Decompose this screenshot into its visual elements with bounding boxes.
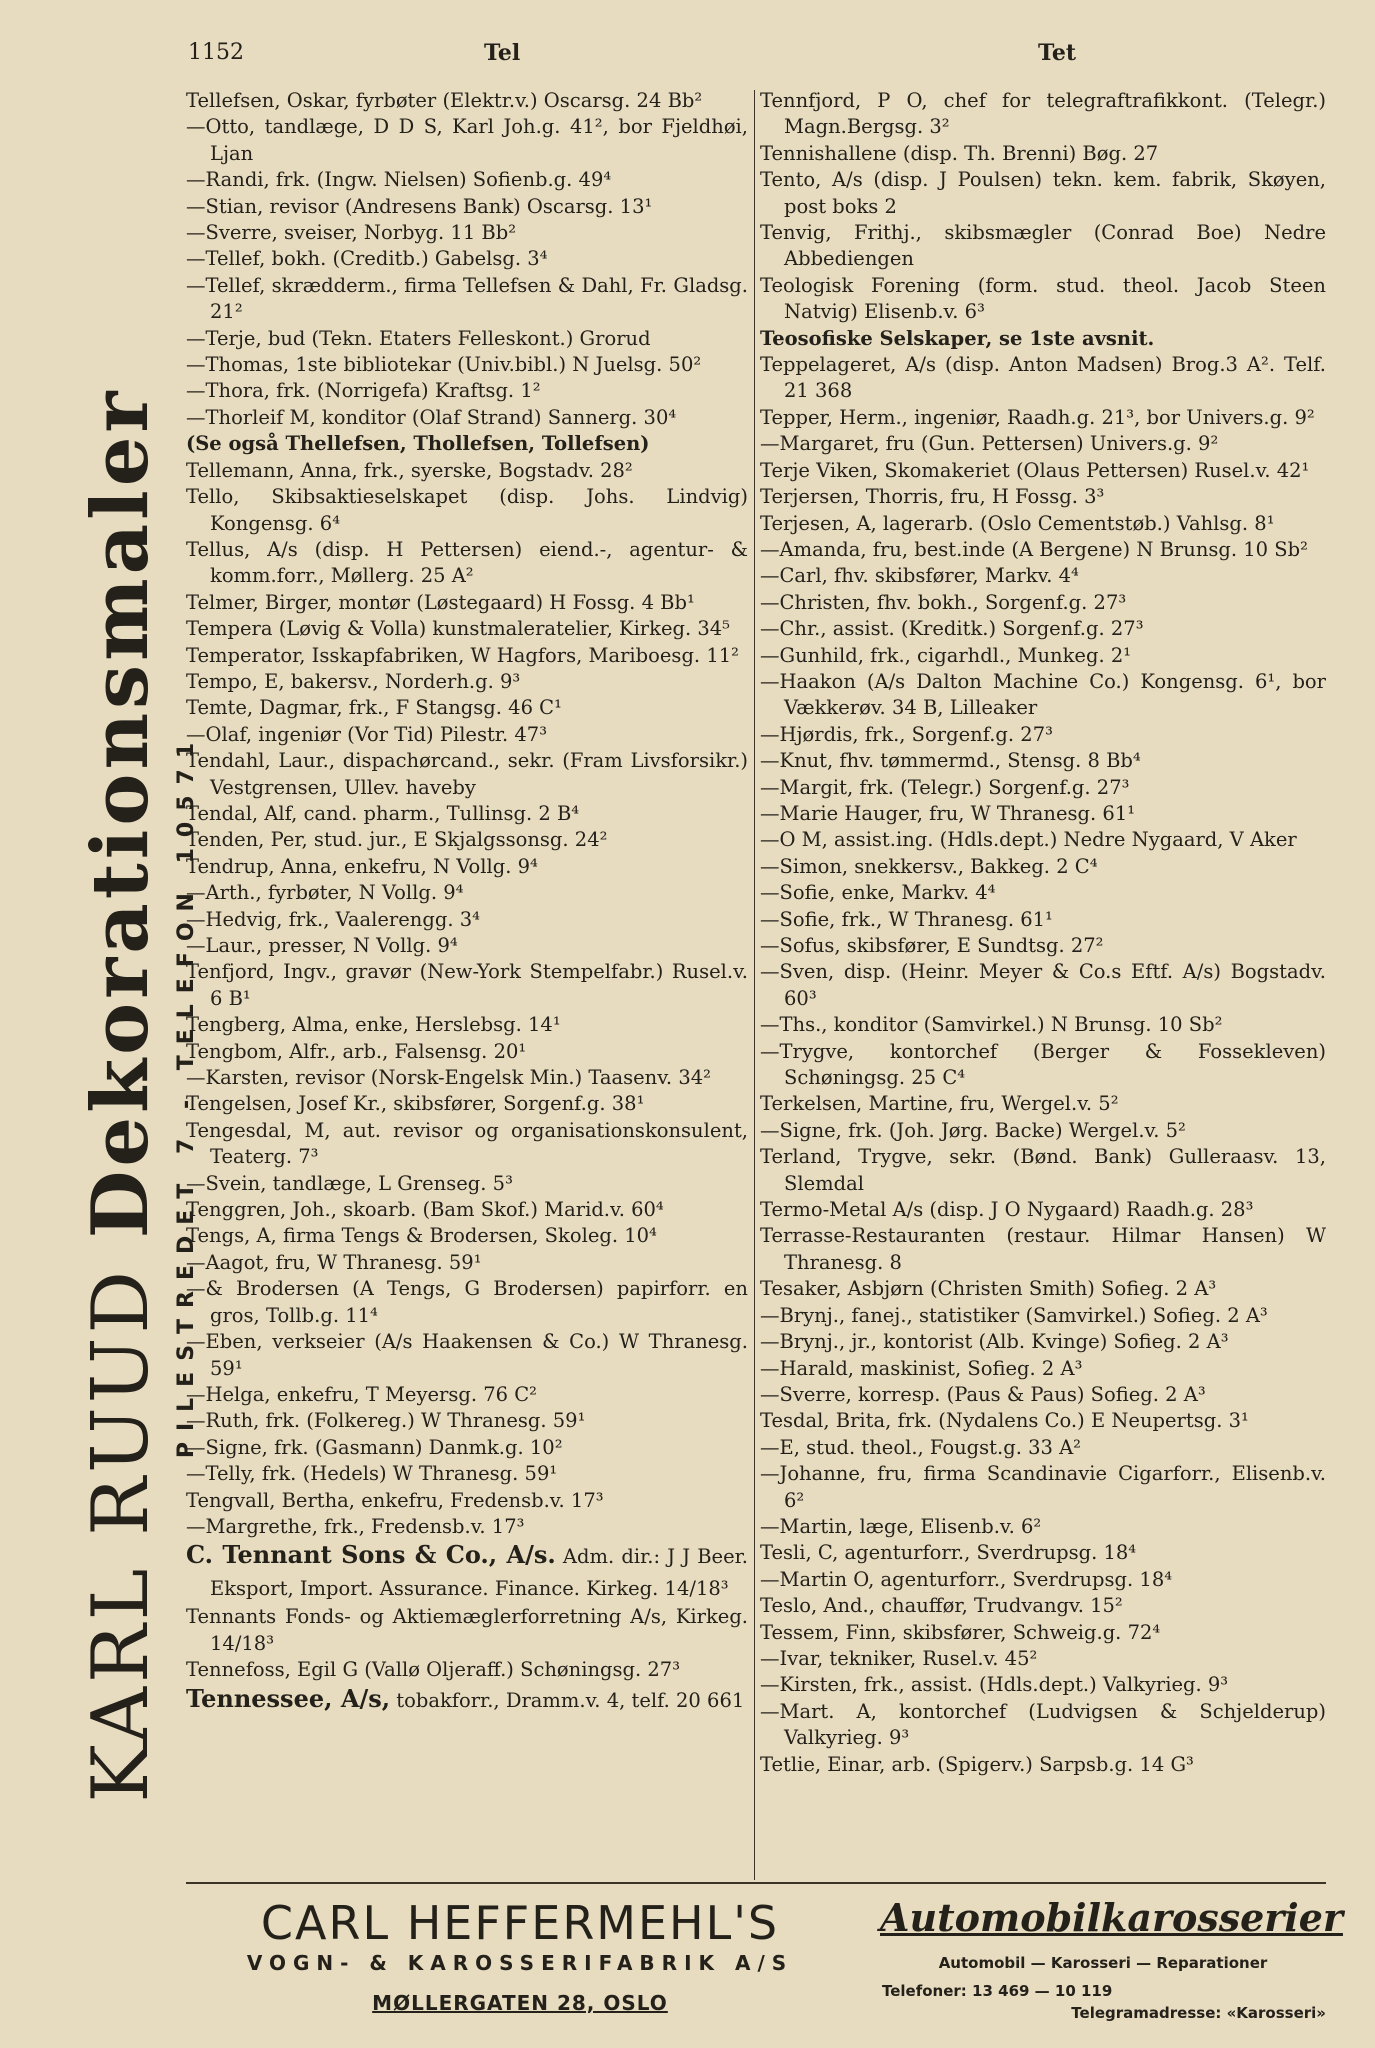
column-divider bbox=[754, 90, 755, 1880]
directory-entry: Tempera (Løvig & Volla) kunstmaleratelier, Kirkeg. 34⁵ bbox=[186, 617, 730, 641]
right-entry-list bbox=[760, 88, 1326, 1778]
directory-entry: —Svein, tandlæge, L Grenseg. 5³ bbox=[186, 1171, 513, 1195]
directory-entry: Tessem, Finn, skibsfører, Schweig.g. 72⁴ bbox=[760, 1620, 1161, 1644]
directory-entry: —E, stud. theol., Fougst.g. 33 A² bbox=[760, 1435, 1081, 1459]
directory-entry: —Thorleif M, konditor (Olaf Strand) Sannerg. 30⁴ bbox=[186, 405, 677, 429]
directory-entry: —Telly, frk. (Hedels) W Thranesg. 59¹ bbox=[186, 1462, 558, 1486]
directory-entry: —Margaret, fru (Gun. Pettersen) Univers.g. 9² bbox=[760, 432, 1219, 456]
directory-entry: Temte, Dagmar, frk., F Stangsg. 46 C¹ bbox=[186, 696, 562, 720]
directory-entry: Tenfjord, Ingv., gravør (New-York Stempelfabr.) Rusel.v. 6 B¹ bbox=[186, 960, 748, 1010]
directory-entry: —Sofus, skibsfører, E Sundtsg. 27² bbox=[760, 934, 1104, 957]
directory-entry: —Terje, bud (Tekn. Etaters Felleskont.) Grorud bbox=[186, 326, 651, 350]
directory-entry: Terrasse-Restauranten (restaur. Hilmar Hansen) W Thranesg. 8 bbox=[760, 1224, 1326, 1274]
directory-entry bbox=[186, 1684, 748, 1716]
directory-entry: —Martin O, agenturforr., Sverdrupsg. 18⁴ bbox=[760, 1567, 1173, 1591]
directory-entry: —Gunhild, frk., cigarhdl., Munkeg. 2¹ bbox=[760, 643, 1132, 667]
directory-entry: —Carl, fhv. skibsfører, Markv. 4⁴ bbox=[760, 564, 1079, 588]
ad-subtitle: VOGN- & KAROSSERIFABRIK A/S bbox=[246, 1950, 794, 1975]
directory-entry: Tengberg, Alma, enke, Herslebsg. 14¹ bbox=[186, 1013, 561, 1037]
directory-entry: Tetlie, Einar, arb. (Spigerv.) Sarpsb.g. 14 G³ bbox=[760, 1752, 1194, 1776]
directory-entry: —Brynj., jr., kontorist (Alb. Kvinge) Sofieg. 2 A³ bbox=[760, 1330, 1229, 1354]
directory-entry: Tengs, A, firma Tengs & Brodersen, Skoleg. 10⁴ bbox=[186, 1224, 657, 1248]
directory-entry: —Martin, læge, Elisenb.v. 6² bbox=[760, 1514, 1042, 1538]
directory-entry: Tenvig, Frithj., skibsmægler (Conrad Boe) Nedre Abbediengen bbox=[760, 221, 1326, 271]
directory-entry: —Margrethe, frk., Fredensb.v. 17³ bbox=[186, 1514, 525, 1538]
directory-entry: —Hedvig, frk., Vaalerengg. 3⁴ bbox=[186, 907, 480, 931]
directory-entry: Tenggren, Joh., skoarb. (Bam Skof.) Marid.v. 60⁴ bbox=[186, 1198, 664, 1222]
directory-entry: —Hjørdis, frk., Sorgenf.g. 27³ bbox=[760, 722, 1053, 746]
directory-entry: Tellefsen, Oskar, fyrbøter (Elektr.v.) Oscarsg. 24 Bb² bbox=[186, 89, 703, 112]
directory-entry: —Mart. A, kontorchef (Ludvigsen & Schjelderup) Valkyrieg. 9³ bbox=[760, 1699, 1326, 1750]
directory-entry: Temperator, Isskapfabriken, W Hagfors, Mariboesg. 11² bbox=[186, 643, 739, 667]
directory-entry: —Aagot, fru, W Thranesg. 59¹ bbox=[186, 1250, 482, 1274]
directory-entry: —Ivar, tekniker, Rusel.v. 45² bbox=[760, 1646, 1038, 1670]
right-keyword: Tet bbox=[1038, 40, 1077, 66]
directory-entry: —Helga, enkefru, T Meyersg. 76 C² bbox=[186, 1382, 537, 1406]
left-entry-list bbox=[186, 88, 748, 1540]
directory-entry: —Johanne, fru, firma Scandinavie Cigarforr., Elisenb.v. 6² bbox=[760, 1462, 1326, 1512]
directory-entry: Tendal, Alf, cand. pharm., Tullinsg. 2 B⁴ bbox=[186, 801, 580, 825]
directory-entry: —Karsten, revisor (Norsk-Engelsk Min.) Taasenv. 34² bbox=[186, 1066, 711, 1090]
directory-entry: Tennishallene (disp. Th. Brenni) Bøg. 27 bbox=[760, 141, 1159, 165]
directory-entry: —& Brodersen (A Tengs, G Brodersen) papirforr. en gros, Tollb.g. 11⁴ bbox=[186, 1277, 748, 1327]
directory-entry: Telmer, Birger, montør (Løstegaard) H Fossg. 4 Bb¹ bbox=[186, 590, 695, 614]
directory-entry: Tendrup, Anna, enkefru, N Vollg. 9⁴ bbox=[186, 854, 538, 878]
directory-entry: Terje Viken, Skomakeriet (Olaus Pettersen) Rusel.v. 42¹ bbox=[760, 458, 1310, 482]
side-ad-address: PILESTREDET 7 - TELEFON 10571 bbox=[173, 731, 199, 1459]
directory-entry: —Laur., presser, N Vollg. 9⁴ bbox=[186, 934, 458, 957]
directory-entry: —Simon, snekkersv., Bakkeg. 2 C⁴ bbox=[760, 854, 1098, 878]
side-ad-name-plain: KARL RUUD bbox=[75, 1238, 166, 1803]
directory-entry: —Signe, frk. (Gasmann) Danmk.g. 10² bbox=[186, 1435, 563, 1459]
directory-entry: Tellus, A/s (disp. H Pettersen) eiend.-, agentur- & komm.forr., Møllerg. 25 A² bbox=[186, 537, 748, 588]
ad-phones: Telefoner: 13 469 — 10 119 bbox=[882, 1981, 1113, 2000]
directory-entry: —Eben, verkseier (A/s Haakensen & Co.) W Thranesg. 59¹ bbox=[186, 1330, 748, 1380]
directory-entry: Tesaker, Asbjørn (Christen Smith) Sofieg. 2 A³ bbox=[760, 1277, 1217, 1301]
entry-text: Adm. dir.: J J Beer. Eksport, Import. Assurance. Finance. Kirkeg. 14/18³ bbox=[210, 1545, 748, 1601]
directory-entry: —Harald, maskinist, Sofieg. 2 A³ bbox=[760, 1356, 1083, 1380]
ad-services: Automobil — Karosseri — Reparationer bbox=[938, 1953, 1268, 1972]
directory-entry: —Christen, fhv. bokh., Sorgenf.g. 27³ bbox=[760, 590, 1127, 614]
directory-entry: —Thora, frk. (Norrigefa) Kraftsg. 1² bbox=[186, 379, 541, 403]
directory-entry: —Sverre, korresp. (Paus & Paus) Sofieg. 2 A³ bbox=[760, 1382, 1206, 1406]
left-column bbox=[186, 88, 748, 1716]
directory-entry: —Randi, frk. (Ingw. Nielsen) Sofienb.g. 49⁴ bbox=[186, 168, 612, 192]
directory-entry: Terjersen, Thorris, fru, H Fossg. 3³ bbox=[760, 485, 1105, 509]
left-keyword: Tel bbox=[484, 40, 521, 66]
directory-entry: —Sofie, frk., W Thranesg. 61¹ bbox=[760, 907, 1053, 931]
directory-entry: —Kirsten, frk., assist. (Hdls.dept.) Valkyrieg. 9³ bbox=[760, 1673, 1229, 1697]
directory-entry: —Sven, disp. (Heinr. Meyer & Co.s Eftf. A/s) Bogstadv. 60³ bbox=[760, 960, 1326, 1010]
directory-entry: Termo-Metal A/s (disp. J O Nygaard) Raadh.g. 28³ bbox=[760, 1198, 1254, 1222]
directory-entry: —Sofie, enke, Markv. 4⁴ bbox=[760, 881, 996, 905]
left-tail-list bbox=[186, 1604, 748, 1683]
directory-entry: Tennants Fonds- og Aktiemæglerforretning A/s, Kirkeg. 14/18³ bbox=[186, 1605, 748, 1655]
directory-entry: Teologisk Forening (form. stud. theol. Jacob Steen Natvig) Elisenb.v. 6³ bbox=[760, 273, 1326, 324]
directory-entry: —Ruth, frk. (Folkereg.) W Thranesg. 59¹ bbox=[186, 1409, 586, 1433]
directory-entry: —Tellef, skrædderm., firma Tellefsen & Dahl, Fr. Gladsg. 21² bbox=[186, 273, 748, 324]
directory-entry: Terjesen, A, lagerarb. (Oslo Cementstøb.) Vahlsg. 8¹ bbox=[760, 511, 1275, 535]
directory-entry: —Otto, tandlæge, D D S, Karl Joh.g. 41², bor Fjeldhøi, Ljan bbox=[186, 115, 748, 165]
directory-entry: Teosofiske Selskaper, se 1ste avsnit. bbox=[760, 326, 1155, 350]
entry-text: tobakforr., Dramm.v. 4, telf. 20 661 bbox=[390, 1688, 745, 1712]
directory-entry: —Haakon (A/s Dalton Machine Co.) Kongensg. 6¹, bor Vækkerøv. 34 B, Lilleaker bbox=[760, 669, 1326, 720]
directory-entry: —Amanda, fru, best.inde (A Bergene) N Brunsg. 10 Sb² bbox=[760, 537, 1308, 561]
directory-entry: —Olaf, ingeniør (Vor Tid) Pilestr. 47³ bbox=[186, 722, 548, 746]
directory-entry: —Ths., konditor (Samvirkel.) N Brunsg. 10 Sb² bbox=[760, 1013, 1223, 1037]
directory-entry: —Knut, fhv. tømmermd., Stensg. 8 Bb⁴ bbox=[760, 749, 1141, 773]
directory-entry: —Brynj., fanej., statistiker (Samvirkel.) Sofieg. 2 A³ bbox=[760, 1303, 1268, 1327]
directory-entry: Tesdal, Brita, frk. (Nydalens Co.) E Neupertsg. 3¹ bbox=[760, 1409, 1249, 1433]
side-ad-name-bold: Dekorationsmaler bbox=[74, 387, 166, 1239]
directory-entry: Teslo, And., chauffør, Trudvangv. 15² bbox=[760, 1594, 1123, 1618]
directory-entry: Tellemann, Anna, frk., syerske, Bogstadv. 28² bbox=[186, 458, 633, 482]
directory-entry: (Se også Thellefsen, Thollefsen, Tollefsen) bbox=[186, 432, 650, 456]
directory-entry: Tengvall, Bertha, enkefru, Fredensb.v. 17³ bbox=[186, 1488, 604, 1512]
directory-entry: Tesli, C, agenturforr., Sverdrupsg. 18⁴ bbox=[760, 1541, 1137, 1565]
directory-entry: Tennefoss, Egil G (Vallø Oljeraff.) Schøningsg. 27³ bbox=[186, 1658, 681, 1682]
directory-entry: —Arth., fyrbøter, N Vollg. 9⁴ bbox=[186, 881, 464, 905]
directory-entry: Tepper, Herm., ingeniør, Raadh.g. 21³, bor Univers.g. 9² bbox=[760, 405, 1315, 429]
directory-entry: Tenden, Per, stud. jur., E Skjalgssonsg. 24² bbox=[186, 828, 608, 852]
directory-entry: Tello, Skibsaktieselskapet (disp. Johs. Lindvig) Kongensg. 6⁴ bbox=[186, 485, 748, 535]
directory-entry: —O M, assist.ing. (Hdls.dept.) Nedre Nygaard, V Aker bbox=[760, 828, 1297, 852]
footer-rule bbox=[186, 1882, 1326, 1884]
directory-entry: —Marie Hauger, fru, W Thranesg. 61¹ bbox=[760, 801, 1136, 825]
directory-entry: —Chr., assist. (Kreditk.) Sorgenf.g. 27³ bbox=[760, 617, 1144, 641]
directory-entry: Tendahl, Laur., dispachørcand., sekr. (Fram Livsforsikr.) Vestgrensen, Ullev. haveby bbox=[186, 749, 748, 799]
directory-entry: Tengbom, Alfr., arb., Falsensg. 20¹ bbox=[186, 1039, 527, 1063]
directory-entry: Terkelsen, Martine, fru, Wergel.v. 5² bbox=[760, 1092, 1119, 1116]
directory-entry: —Margit, frk. (Telegr.) Sorgenf.g. 27³ bbox=[760, 775, 1130, 799]
directory-entry: Terland, Trygve, sekr. (Bønd. Bank) Gulleraasv. 13, Slemdal bbox=[760, 1145, 1326, 1195]
directory-entry: Tento, A/s (disp. J Poulsen) tekn. kem. fabrik, Skøyen, post boks 2 bbox=[760, 168, 1326, 218]
entry-bold-name: Tennessee, A/s, bbox=[186, 1683, 391, 1713]
ad-title: Automobilkarosserier bbox=[880, 1895, 1343, 1940]
side-advertisement bbox=[74, 200, 200, 1990]
directory-entry bbox=[186, 1540, 748, 1604]
ad-title: CARL HEFFERMEHL'S bbox=[260, 1896, 780, 1950]
directory-entry: Tempo, E, bakersv., Norderh.g. 9³ bbox=[186, 669, 521, 693]
directory-entry: Tennfjord, P O, chef for telegraftrafikkont. (Telegr.) Magn.Bergsg. 3² bbox=[760, 89, 1326, 139]
directory-entry: —Trygve, kontorchef (Berger & Fossekleven) Schøningsg. 25 C⁴ bbox=[760, 1039, 1326, 1090]
directory-entry: —Sverre, sveiser, Norbyg. 11 Bb² bbox=[186, 221, 517, 245]
directory-entry: Tengesdal, M, aut. revisor og organisationskonsulent, Teaterg. 7³ bbox=[186, 1118, 748, 1169]
page-number: 1152 bbox=[188, 40, 244, 65]
side-ad-name bbox=[74, 387, 166, 1803]
directory-entry: Teppelageret, A/s (disp. Anton Madsen) Brog.3 A². Telf. 21 368 bbox=[760, 353, 1326, 403]
ad-address: MØLLERGATEN 28, OSLO bbox=[372, 1990, 668, 2015]
right-column bbox=[760, 88, 1326, 1778]
directory-entry: —Tellef, bokh. (Creditb.) Gabelsg. 3⁴ bbox=[186, 247, 548, 271]
directory-entry: —Stian, revisor (Andresens Bank) Oscarsg. 13¹ bbox=[186, 194, 653, 218]
directory-entry: —Thomas, 1ste bibliotekar (Univ.bibl.) N Juelsg. 50² bbox=[186, 353, 702, 377]
directory-entry: Tengelsen, Josef Kr., skibsfører, Sorgenf.g. 38¹ bbox=[186, 1092, 645, 1116]
directory-entry: —Signe, frk. (Joh. Jørg. Backe) Wergel.v. 5² bbox=[760, 1118, 1186, 1142]
ad-telegram-address: Telegramadresse: «Karosseri» bbox=[1071, 2003, 1326, 2022]
heffermehl-advertisement bbox=[200, 1898, 840, 2015]
entry-bold-name: C. Tennant Sons & Co., A/s. bbox=[186, 1540, 556, 1570]
karosserier-advertisement bbox=[880, 1895, 1343, 2022]
